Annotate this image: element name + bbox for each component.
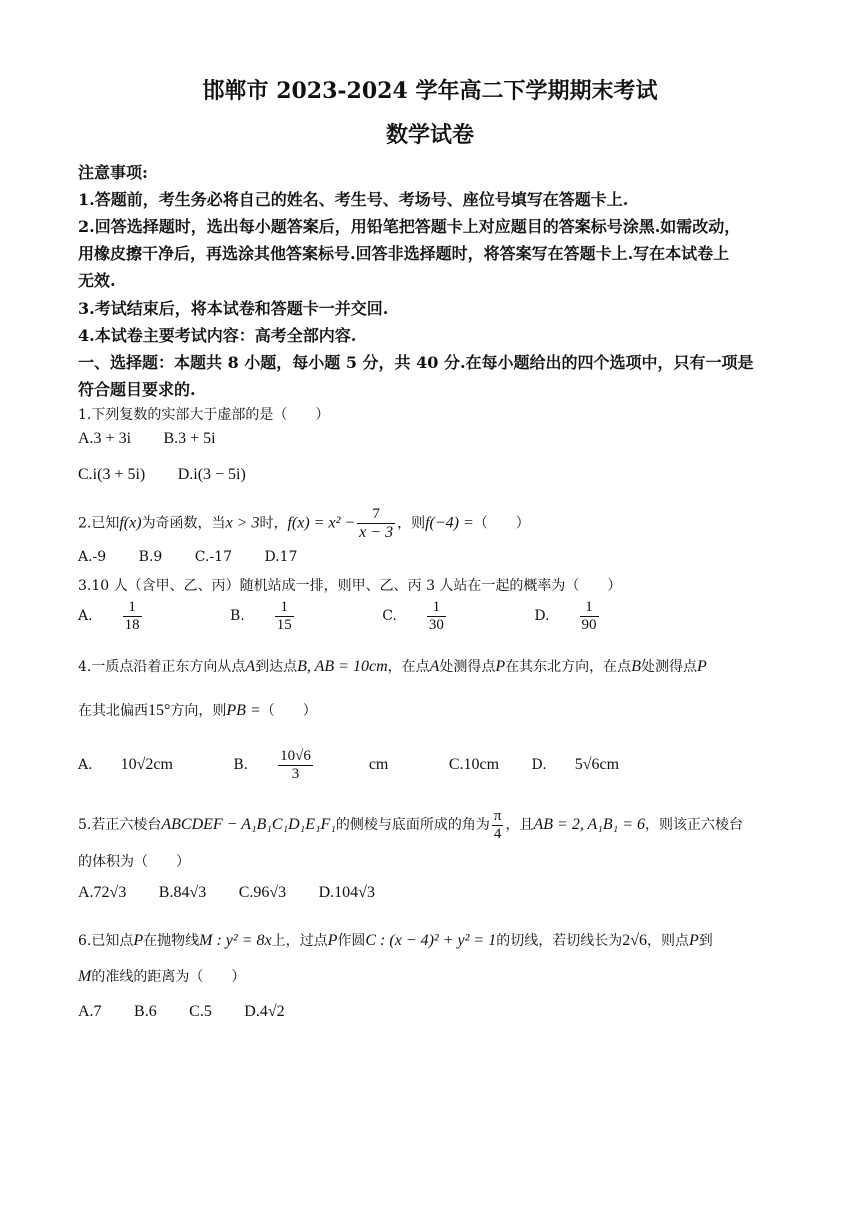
q5-option-a: A.72√3 [78, 884, 127, 901]
exam-subtitle: 数学试卷 [385, 122, 474, 148]
q3-c-label: C. [382, 608, 397, 624]
q3-stem: 3.10 人（含甲、乙、丙）随机站成一排，则甲、乙、丙 3 人站在一起的概率为（ ） [78, 578, 622, 594]
q4-text-2: 到达点 [255, 659, 298, 675]
q3-a-num: 1 [123, 599, 142, 617]
q4-point-a: A [245, 658, 256, 675]
q4-point-p-2: P [696, 658, 707, 675]
q6-option-d: D.4√2 [244, 1003, 285, 1020]
section1-line1: 一、选择题：本题共 8 小题，每小题 5 分，共 40 分.在每小题给出的四个选项中，只有一项是 [78, 353, 754, 372]
q4-angle: 15° [148, 702, 171, 719]
q3-b-frac [275, 599, 322, 633]
q4-option-d [532, 757, 648, 773]
q2-option-d: D.17 [264, 549, 298, 565]
q5-text-2: 的侧棱与底面所成的角为 [335, 817, 490, 833]
q4-option-a [78, 757, 201, 773]
q2-stem [78, 506, 788, 541]
q6-line2 [78, 966, 788, 986]
q2-ask: f(−4) = [425, 514, 474, 532]
q2-expr: f(x) = x² − [287, 514, 356, 532]
q2-text-2: 为奇函数，当 [141, 515, 226, 532]
q2-options [78, 549, 788, 565]
q3-option-c [382, 599, 502, 633]
q3-d-den: 90 [581, 616, 597, 633]
q3-d-num: 1 [580, 599, 599, 617]
q6-point-p-3: P [689, 932, 699, 949]
q5-text-1: 5.若正六棱台 [78, 817, 162, 833]
note-2c: 无效. [78, 271, 116, 290]
note-2a: 2.回答选择题时，选出每小题答案后，用铅笔把答题卡上对应题目的答案标号涂黑.如需改动， [78, 217, 741, 236]
q3-a-den: 18 [124, 616, 140, 633]
note-4: 4.本试卷主要考试内容：高考全部内容. [78, 326, 357, 345]
q6-m: M [78, 968, 92, 985]
q4-line1 [78, 656, 788, 676]
q2-fraction [357, 506, 395, 541]
q4-option-c: C.10cm [448, 756, 500, 773]
q2-option-a: A.-9 [78, 549, 107, 565]
q4-point-b: B, AB = 10cm [297, 658, 388, 675]
q4-point-b-2: B [631, 658, 641, 675]
note-1: 1.答题前，考生务必将自己的姓名、考生号、考场号、座位号填写在答题卡上. [78, 190, 629, 209]
q4-text-5: 在其东北方向，在点 [505, 659, 632, 675]
q3-a-frac [123, 599, 170, 633]
q2-option-b: B.9 [138, 549, 163, 565]
q2-text-5: （ ） [473, 515, 530, 532]
q4-b-label: B. [233, 757, 249, 773]
q5-frustum-name: ABCDEF − A₁B₁C₁D₁E₁F₁ [161, 816, 336, 833]
q1-option-d: D.i(3 − 5i) [177, 466, 246, 483]
q3-c-num: 1 [427, 599, 446, 617]
q4-a-label: A. [78, 757, 93, 773]
q4-point-a-2: A [429, 658, 440, 675]
q6-text-5: 的切线，若切线长为 [496, 933, 623, 949]
q3-d-frac [580, 599, 627, 633]
q3-d-label: D. [534, 608, 550, 624]
q6-text-7: 到 [698, 933, 713, 949]
q2-text-3: 时， [259, 515, 288, 532]
q1-option-c: C.i(3 + 5i) [78, 466, 146, 483]
q4-text-6: 处测得点 [640, 659, 697, 675]
q4-b-frac [278, 748, 341, 782]
q4-line2 [78, 700, 788, 720]
q3-a-label: A. [78, 608, 93, 624]
q5-line2: 的体积为（ ） [78, 854, 190, 870]
q5-option-b: B.84√3 [158, 884, 207, 901]
q4-b-den: 3 [291, 765, 300, 782]
q6-text-6: ，则点 [647, 933, 689, 949]
q4-text-1: 4.一质点沿着正东方向从点 [78, 659, 246, 675]
q2-option-c: C.-17 [194, 549, 232, 565]
q6-text-4: 作圆 [337, 933, 366, 949]
q4-pb: PB = [226, 702, 261, 719]
q4-text-9: （ ） [260, 703, 317, 719]
q6-length: 2√6 [622, 932, 647, 949]
q6-point-p: P [133, 932, 144, 949]
q6-options [78, 1003, 788, 1021]
q3-option-d [534, 599, 654, 633]
q5-angle-frac [492, 808, 504, 842]
q5-angle-num: π [493, 808, 502, 824]
q1-option-a: A.3 + 3i [78, 430, 132, 447]
q6-option-a: A.7 [78, 1003, 102, 1020]
q3-b-label: B. [230, 608, 245, 624]
q4-text-7: 在其北偏西 [78, 703, 148, 719]
q4-text-8: 方向，则 [170, 703, 227, 719]
q6-text-2: 在抛物线 [143, 933, 200, 949]
q1-options-row2 [78, 466, 788, 484]
q5-option-c: C.96√3 [238, 884, 287, 901]
q5-text-4: ，则该正六棱台 [645, 817, 743, 833]
q2-text-1: 2.已知 [78, 515, 120, 532]
q5-cond: AB = 2, A₁B₁ = 6 [533, 816, 645, 833]
q3-options [78, 599, 788, 633]
q3-option-a [78, 599, 198, 633]
note-2b: 用橡皮擦干净后，再选涂其他答案标号.回答非选择题时，将答案写在答题卡上.写在本试卷上 [78, 244, 730, 263]
q6-text-8: 的准线的距离为（ ） [91, 969, 246, 985]
q1-options-row1 [78, 430, 788, 448]
q6-line1 [78, 930, 788, 950]
q2-f: f(x) [119, 514, 142, 532]
exam-title: 邯郸市 2023-2024 学年高二下学期期末考试 [202, 78, 658, 104]
q4-b-unit: cm [368, 756, 389, 773]
q3-option-b [230, 599, 350, 633]
q3-b-den: 15 [276, 616, 292, 633]
q6-option-c: C.5 [189, 1003, 212, 1020]
q5-options [78, 884, 788, 902]
notes-heading: 注意事项: [78, 163, 148, 182]
q2-text-4: ，则 [397, 515, 426, 532]
q4-text-3: ，在点 [387, 659, 430, 675]
q3-c-den: 30 [428, 616, 444, 633]
q2-frac-den: x − 3 [359, 523, 394, 541]
section1-line2: 符合题目要求的. [78, 380, 196, 399]
q6-point-p-2: P [327, 932, 338, 949]
q4-text-4: 处测得点 [439, 659, 496, 675]
q1-stem: 1.下列复数的实部大于虚部的是（ ） [78, 407, 330, 423]
q2-cond: x > 3 [225, 514, 260, 532]
q6-parabola: M : y² = 8x [199, 932, 272, 949]
q6-option-b: B.6 [134, 1003, 157, 1020]
q5-angle-den: 4 [493, 825, 502, 842]
q5-option-d: D.104√3 [318, 884, 375, 901]
q6-text-3: 上，过点 [271, 933, 328, 949]
q5-text-3: ，且 [505, 817, 534, 833]
q4-b-num: 10√6 [280, 748, 311, 764]
q4-option-b [233, 748, 416, 782]
q6-circle: C : (x − 4)² + y² = 1 [365, 932, 497, 949]
q3-c-frac [427, 599, 474, 633]
q4-d-label: D. [531, 757, 547, 773]
q2-frac-num: 7 [357, 506, 395, 524]
q4-point-p: P [495, 658, 506, 675]
q3-b-num: 1 [275, 599, 294, 617]
q1-option-b: B.3 + 5i [163, 430, 216, 447]
q6-text-1: 6.已知点 [78, 933, 134, 949]
q4-options [78, 748, 788, 782]
q5-line1 [78, 808, 788, 842]
note-3: 3.考试结束后，将本试卷和答题卡一并交回. [78, 299, 389, 318]
q4-a-value: 10√2cm [120, 756, 173, 773]
q4-d-value: 5√6cm [574, 756, 620, 773]
